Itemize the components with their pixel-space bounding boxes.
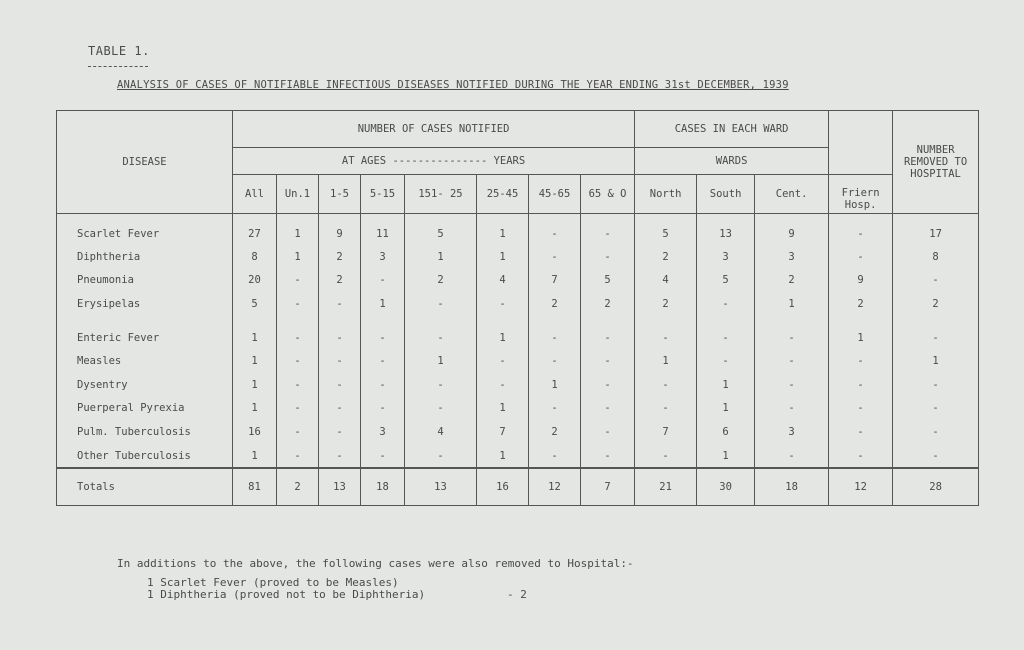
table-cell: - xyxy=(755,349,829,373)
table-cell: 8 xyxy=(893,245,979,269)
table-cell: - xyxy=(635,444,697,469)
disease-name: Diphtheria xyxy=(57,245,233,269)
col-header: 5-15 xyxy=(361,175,405,214)
table-cell: - xyxy=(755,444,829,469)
footnote-item: 1 Diphtheria (proved not to be Diphtheria) xyxy=(147,588,426,601)
table-cell: 8 xyxy=(233,245,277,269)
total-cell: 12 xyxy=(829,468,893,506)
table-cell: 5 xyxy=(697,269,755,293)
table-cell: - xyxy=(529,444,581,469)
table-row xyxy=(57,269,979,293)
table-cell: - xyxy=(277,349,319,373)
title-underline xyxy=(88,66,148,67)
table-cell: 16 xyxy=(233,420,277,444)
table-row xyxy=(57,214,979,246)
table-cell: 1 xyxy=(233,326,277,350)
cases-notified-header: NUMBER OF CASES NOTIFIED xyxy=(233,111,635,148)
table-row xyxy=(57,349,979,373)
disease-name: Enteric Fever xyxy=(57,326,233,350)
table-cell: - xyxy=(277,269,319,293)
total-cell: 16 xyxy=(477,468,529,506)
table-cell: 3 xyxy=(361,420,405,444)
table-cell: 5 xyxy=(405,214,477,246)
table-cell: - xyxy=(829,420,893,444)
table-cell: - xyxy=(361,269,405,293)
table-cell: - xyxy=(697,292,755,316)
total-cell: 28 xyxy=(893,468,979,506)
table-cell: - xyxy=(319,373,361,397)
total-cell: 13 xyxy=(405,468,477,506)
table-cell: 5 xyxy=(233,292,277,316)
table-row xyxy=(57,373,979,397)
col-header: 151- 25 xyxy=(405,175,477,214)
table-cell: - xyxy=(277,420,319,444)
table-cell: - xyxy=(361,444,405,469)
table-cell: - xyxy=(893,269,979,293)
col-header: All xyxy=(233,175,277,214)
table-cell: - xyxy=(529,349,581,373)
table-cell: 1 xyxy=(477,397,529,421)
table-cell: 2 xyxy=(319,269,361,293)
table-cell: 27 xyxy=(233,214,277,246)
disease-name: Pneumonia xyxy=(57,269,233,293)
table-cell: 9 xyxy=(755,214,829,246)
table-cell: - xyxy=(319,420,361,444)
table-cell: - xyxy=(581,373,635,397)
table-heading: ANALYSIS OF CASES OF NOTIFIABLE INFECTIOUS DISEASES NOTIFIED DURING THE YEAR ENDING 31st DECEMBER, 1939 xyxy=(117,79,789,91)
total-cell: 13 xyxy=(319,468,361,506)
col-header: South xyxy=(697,175,755,214)
table-cell: - xyxy=(893,326,979,350)
total-cell: 2 xyxy=(277,468,319,506)
table-row xyxy=(57,420,979,444)
col-header: Friern Hosp. xyxy=(829,175,893,214)
table-cell: - xyxy=(319,349,361,373)
table-cell: 2 xyxy=(529,420,581,444)
table-row xyxy=(57,397,979,421)
table-cell: 1 xyxy=(829,326,893,350)
cases-in-ward-header: CASES IN EACH WARD xyxy=(635,111,829,148)
table-cell: - xyxy=(697,326,755,350)
table-cell: - xyxy=(755,373,829,397)
table-cell: - xyxy=(319,326,361,350)
table-cell: 1 xyxy=(529,373,581,397)
removed-to-hospital-header: NUMBER REMOVED TO HOSPITAL xyxy=(893,111,979,214)
table-cell: - xyxy=(277,397,319,421)
table-cell: 2 xyxy=(319,245,361,269)
table-cell: 5 xyxy=(635,214,697,246)
table-cell: 1 xyxy=(697,373,755,397)
disease-name: Puerperal Pyrexia xyxy=(57,397,233,421)
table-cell: - xyxy=(319,292,361,316)
row-spacer xyxy=(57,316,979,326)
footnote-list xyxy=(147,577,425,601)
total-cell: 30 xyxy=(697,468,755,506)
table-cell: - xyxy=(477,349,529,373)
table-cell: - xyxy=(893,420,979,444)
table-cell: - xyxy=(581,349,635,373)
table-cell: 4 xyxy=(405,420,477,444)
table-cell: 1 xyxy=(277,214,319,246)
table-cell: - xyxy=(893,373,979,397)
table-cell: 1 xyxy=(755,292,829,316)
total-cell: 21 xyxy=(635,468,697,506)
at-ages-header: AT AGES --------------- YEARS xyxy=(233,148,635,175)
table-cell: - xyxy=(581,420,635,444)
table-cell: 1 xyxy=(477,245,529,269)
disease-name: Pulm. Tuberculosis xyxy=(57,420,233,444)
wards-header: WARDS xyxy=(635,148,829,175)
col-header: North xyxy=(635,175,697,214)
table-cell: 1 xyxy=(361,292,405,316)
total-cell: 12 xyxy=(529,468,581,506)
table-cell: - xyxy=(529,326,581,350)
table-cell: 2 xyxy=(529,292,581,316)
table-cell: 1 xyxy=(697,444,755,469)
col-header: 1-5 xyxy=(319,175,361,214)
table-cell: - xyxy=(755,326,829,350)
table-cell: 1 xyxy=(405,349,477,373)
table-cell: - xyxy=(893,444,979,469)
table-cell: 11 xyxy=(361,214,405,246)
table-cell: - xyxy=(529,214,581,246)
table-cell: - xyxy=(635,397,697,421)
table-cell: - xyxy=(529,397,581,421)
table-cell: 4 xyxy=(635,269,697,293)
table-cell: - xyxy=(581,326,635,350)
table-cell: - xyxy=(405,373,477,397)
table-cell: - xyxy=(477,373,529,397)
table-cell: - xyxy=(319,444,361,469)
total-cell: 81 xyxy=(233,468,277,506)
table-cell: 3 xyxy=(361,245,405,269)
table-cell: 1 xyxy=(405,245,477,269)
footnote-intro: In additions to the above, the following cases were also removed to Hospital:- xyxy=(117,557,634,570)
table-cell: 2 xyxy=(829,292,893,316)
disease-name: Other Tuberculosis xyxy=(57,444,233,469)
table-cell: - xyxy=(829,444,893,469)
col-header: 65 & O xyxy=(581,175,635,214)
total-cell: 18 xyxy=(361,468,405,506)
totals-row xyxy=(57,468,979,506)
table-cell: - xyxy=(477,292,529,316)
table-cell: 1 xyxy=(233,397,277,421)
table-cell: 1 xyxy=(477,444,529,469)
table-cell: 7 xyxy=(529,269,581,293)
table-cell: 2 xyxy=(635,245,697,269)
disease-table xyxy=(56,110,979,506)
table-cell: - xyxy=(581,397,635,421)
table-cell: 7 xyxy=(635,420,697,444)
table-cell: 1 xyxy=(277,245,319,269)
table-cell: 2 xyxy=(405,269,477,293)
table-row xyxy=(57,292,979,316)
table-cell: 5 xyxy=(581,269,635,293)
table-cell: - xyxy=(405,444,477,469)
col-header: 45-65 xyxy=(529,175,581,214)
table-cell: - xyxy=(277,326,319,350)
table-row xyxy=(57,245,979,269)
table-cell: - xyxy=(697,349,755,373)
disease-name: Erysipelas xyxy=(57,292,233,316)
table-cell: - xyxy=(277,373,319,397)
table-cell: 2 xyxy=(893,292,979,316)
table-cell: 13 xyxy=(697,214,755,246)
table-cell: 1 xyxy=(477,214,529,246)
table-cell: - xyxy=(361,397,405,421)
table-cell: - xyxy=(361,349,405,373)
table-cell: - xyxy=(829,373,893,397)
totals-label: Totals xyxy=(57,468,233,506)
table-cell: 9 xyxy=(829,269,893,293)
table-cell: 6 xyxy=(697,420,755,444)
table-cell: 9 xyxy=(319,214,361,246)
table-cell: - xyxy=(361,373,405,397)
table-cell: 2 xyxy=(755,269,829,293)
table-cell: - xyxy=(635,326,697,350)
table-cell: - xyxy=(361,326,405,350)
disease-name: Dysentry xyxy=(57,373,233,397)
col-header: Un.1 xyxy=(277,175,319,214)
col-header: 25-45 xyxy=(477,175,529,214)
table-cell: 2 xyxy=(635,292,697,316)
table-cell: 3 xyxy=(755,420,829,444)
table-cell: - xyxy=(581,444,635,469)
total-cell: 7 xyxy=(581,468,635,506)
table-cell: - xyxy=(581,245,635,269)
friern-group-header xyxy=(829,111,893,175)
table-row xyxy=(57,326,979,350)
table-cell: - xyxy=(829,349,893,373)
table-cell: 1 xyxy=(477,326,529,350)
table-cell: - xyxy=(319,397,361,421)
table-cell: - xyxy=(755,397,829,421)
table-cell: - xyxy=(635,373,697,397)
table-cell: - xyxy=(829,397,893,421)
table-cell: - xyxy=(405,292,477,316)
table-cell: - xyxy=(829,245,893,269)
table-cell: 1 xyxy=(233,444,277,469)
table-cell: - xyxy=(529,245,581,269)
table-cell: - xyxy=(405,326,477,350)
col-header: Cent. xyxy=(755,175,829,214)
table-cell: 2 xyxy=(581,292,635,316)
table-cell: 1 xyxy=(697,397,755,421)
table-cell: 1 xyxy=(635,349,697,373)
disease-name: Scarlet Fever xyxy=(57,214,233,246)
table-cell: 1 xyxy=(893,349,979,373)
table-label: TABLE 1. xyxy=(88,44,150,58)
table-cell: - xyxy=(277,444,319,469)
table-cell: - xyxy=(581,214,635,246)
table-cell: - xyxy=(277,292,319,316)
disease-name: Measles xyxy=(57,349,233,373)
footnote-item: 1 Scarlet Fever (proved to be Measles) xyxy=(147,576,399,589)
table-cell: 3 xyxy=(755,245,829,269)
table-cell: 17 xyxy=(893,214,979,246)
disease-column-header: DISEASE xyxy=(57,111,233,214)
table-cell: 1 xyxy=(233,373,277,397)
table-cell: 20 xyxy=(233,269,277,293)
table-cell: 4 xyxy=(477,269,529,293)
table-row xyxy=(57,444,979,469)
footnote-total: - 2 xyxy=(507,588,527,601)
table-cell: - xyxy=(893,397,979,421)
table-cell: - xyxy=(405,397,477,421)
table-cell: 3 xyxy=(697,245,755,269)
total-cell: 18 xyxy=(755,468,829,506)
table-cell: 7 xyxy=(477,420,529,444)
table-cell: - xyxy=(829,214,893,246)
table-cell: 1 xyxy=(233,349,277,373)
